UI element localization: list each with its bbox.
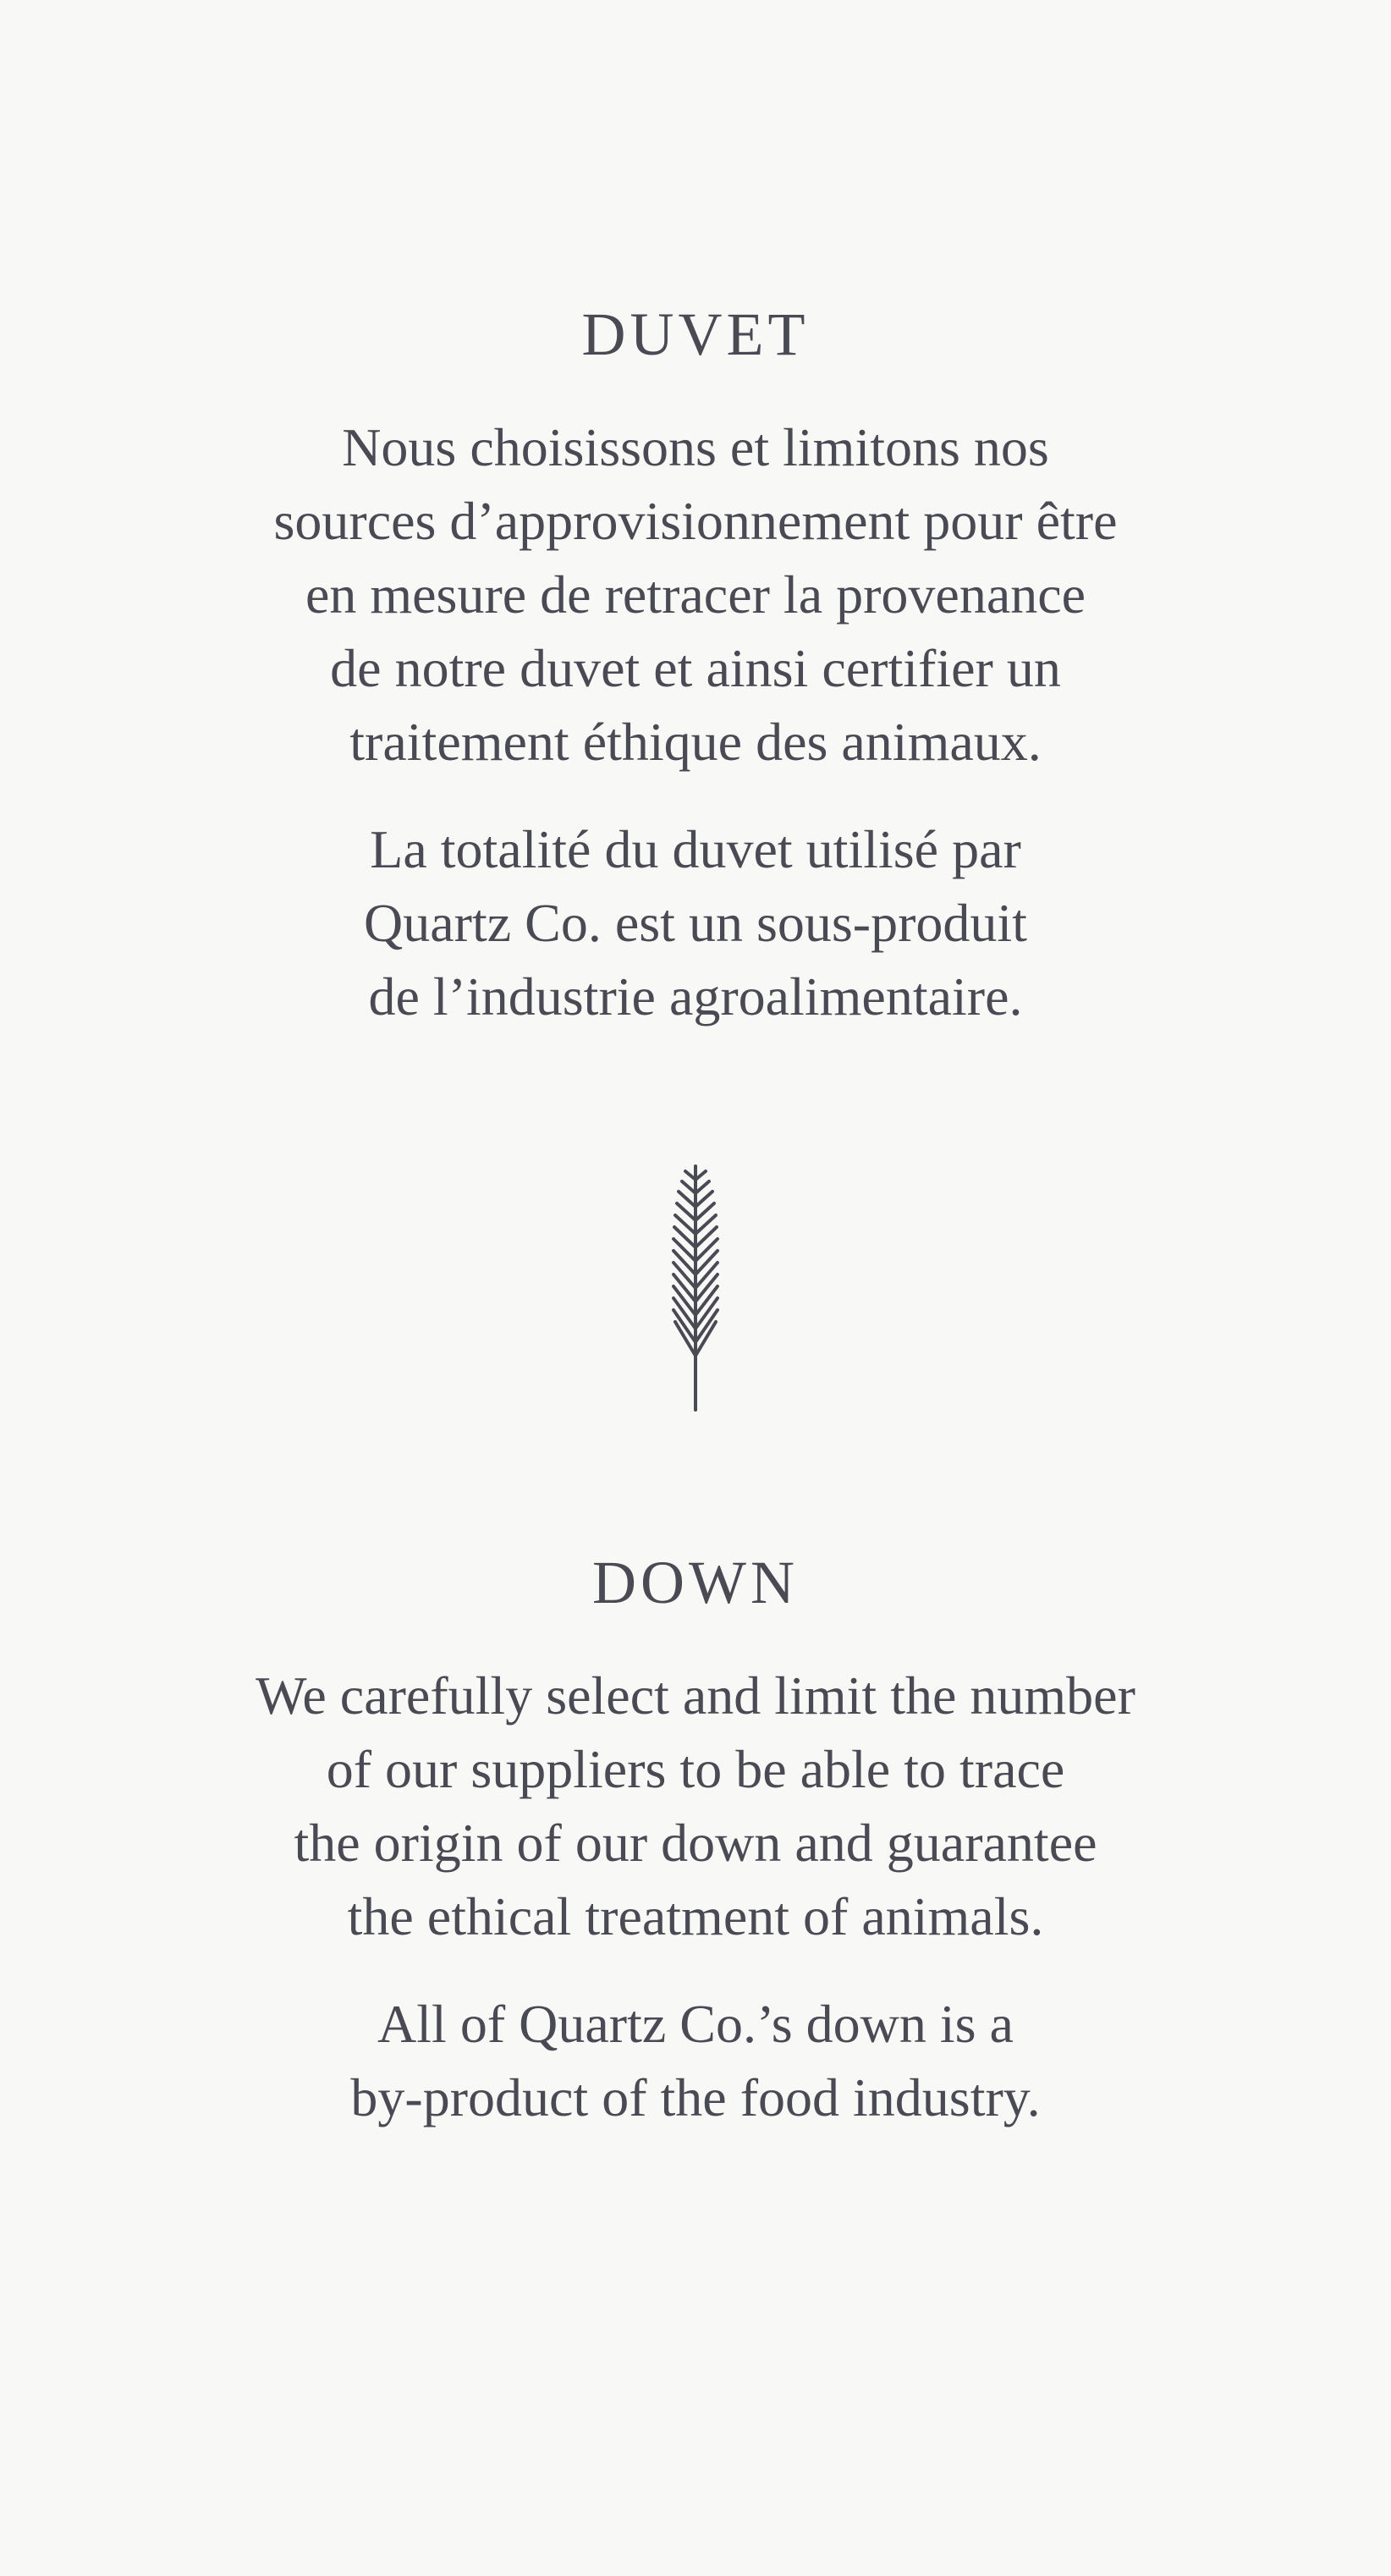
text-line: We carefully select and limit the number [256, 1665, 1135, 1726]
text-line: sources d’approvisionnement pour être [273, 491, 1118, 551]
english-heading: DOWN [592, 1549, 799, 1616]
french-paragraph-2 [0, 812, 1391, 1033]
text-line: traitement éthique des animaux. [349, 712, 1042, 772]
text-line: en mesure de retracer la provenance [305, 564, 1086, 625]
text-line: de notre duvet et ainsi certifier un [330, 638, 1061, 698]
english-paragraph-2 [0, 1987, 1391, 2134]
english-paragraph-1 [0, 1659, 1391, 1953]
english-section [0, 1540, 1391, 2134]
text-line: of our suppliers to be able to trace [326, 1739, 1065, 1799]
text-line: the ethical treatment of animals. [347, 1886, 1044, 1946]
text-line: Quartz Co. est un sous-produit [364, 893, 1027, 953]
french-heading: DUVET [581, 300, 810, 368]
french-section [0, 292, 1391, 1033]
text-line: de l’industrie agroalimentaire. [368, 966, 1023, 1027]
text-line: the origin of our down and guarantee [294, 1813, 1097, 1873]
french-paragraph-1 [0, 410, 1391, 779]
feather-icon [643, 1159, 748, 1413]
text-line: La totalité du duvet utilisé par [370, 819, 1021, 879]
text-line: All of Quartz Co.’s down is a [377, 1994, 1014, 2054]
text-line: Nous choisissons et limitons nos [342, 417, 1049, 477]
text-line: by-product of the food industry. [350, 2067, 1041, 2127]
